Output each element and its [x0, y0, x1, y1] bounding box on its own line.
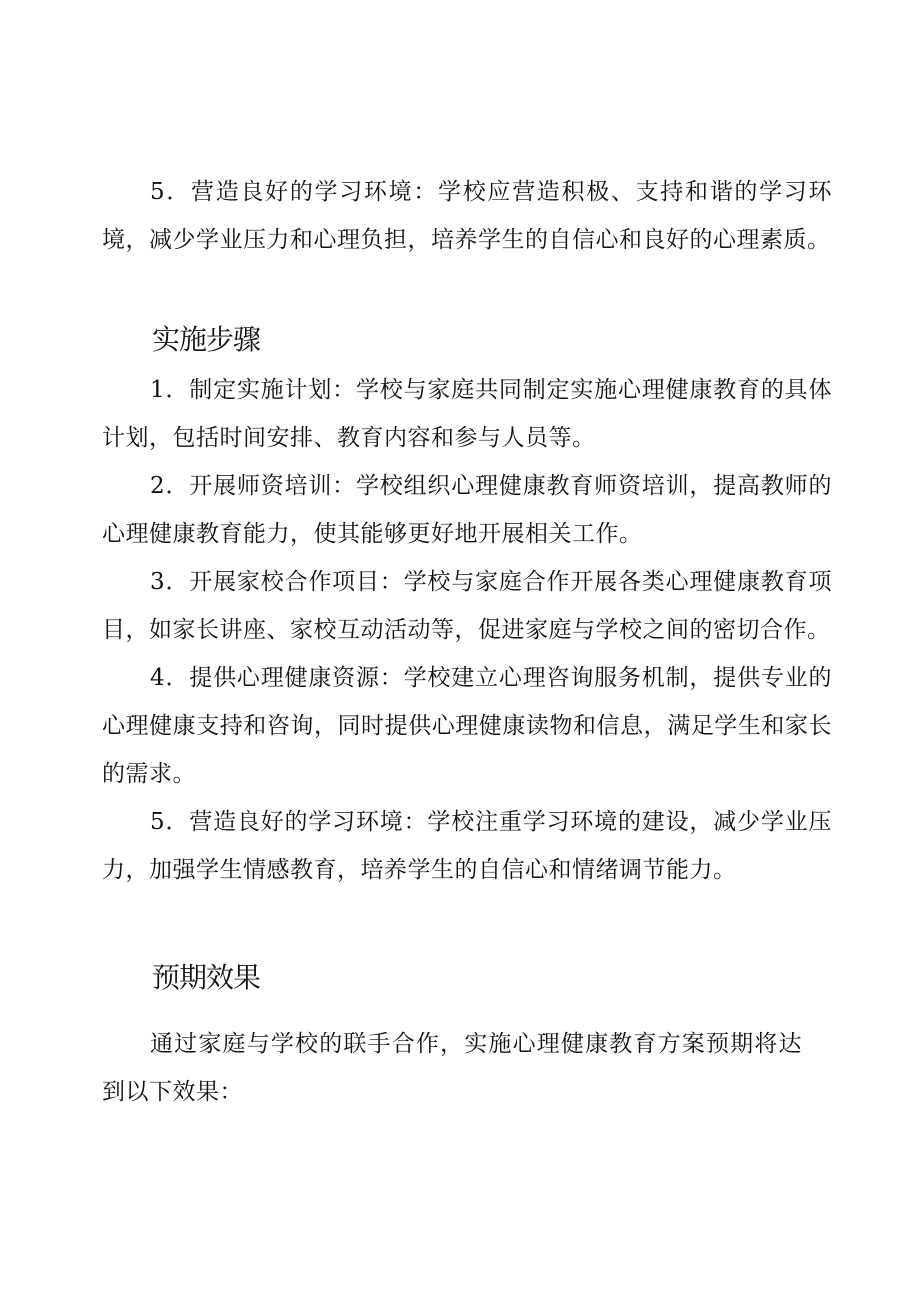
expected-intro: 通过家庭与学校的联手合作，实施心理健康教育方案预期将达到以下效果： — [102, 1031, 802, 1105]
heading-expected-effects: 预期效果 — [152, 961, 261, 994]
step-1: 1．制定实施计划：学校与家庭共同制定实施心理健康教育的具体计划，包括时间安排、教育内容和参与人员等。 — [102, 377, 832, 451]
step-2: 2．开展师资培训：学校组织心理健康教育师资培训，提高教师的心理健康教育能力，使其能够更好地开展相关工作。 — [102, 473, 832, 547]
step-4: 4．提供心理健康资源：学校建立心理咨询服务机制，提供专业的心理健康支持和咨询，同时提供心理健康读物和信息，满足学生和家长的需求。 — [102, 665, 832, 787]
heading-implementation-steps: 实施步骤 — [152, 323, 261, 356]
paragraph-top-item-5: 5．营造良好的学习环境：学校应营造积极、支持和谐的学习环境，减少学业压力和心理负担，培养学生的自信心和良好的心理素质。 — [102, 179, 832, 253]
step-3: 3．开展家校合作项目：学校与家庭合作开展各类心理健康教育项目，如家长讲座、家校互动活动等，促进家庭与学校之间的密切合作。 — [102, 569, 832, 643]
step-5: 5．营造良好的学习环境：学校注重学习环境的建设，减少学业压力，加强学生情感教育，培养学生的自信心和情绪调节能力。 — [102, 809, 832, 883]
